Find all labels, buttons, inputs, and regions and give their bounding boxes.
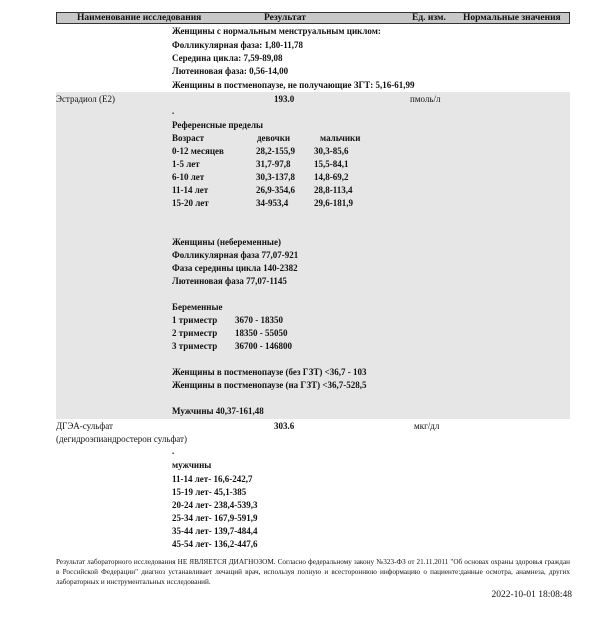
- timestamp: 2022-10-01 18:08:48: [491, 590, 572, 600]
- trimester-range: 18350 - 55050: [235, 328, 288, 338]
- trimester-range: 3670 - 18350: [235, 315, 283, 325]
- boys-cell: 15,5-84,1: [314, 159, 349, 169]
- women-line: Фаза середины цикла 140-2382: [172, 263, 298, 273]
- girls-cell: 28,2-155,9: [256, 146, 295, 156]
- boys-cell: 28,8-113,4: [314, 185, 353, 195]
- test-name: Эстрадиол (E2): [56, 94, 115, 104]
- range-line: 11-14 лет- 16,6-242,7: [172, 474, 253, 484]
- test-unit: мкг/дл: [414, 421, 440, 431]
- postmeno-line: Женщины в постменопаузе (на ГЗТ) <36,7-528,5: [172, 380, 367, 390]
- header-result: Результат: [264, 13, 306, 23]
- women-line: Лютеиновая фаза 77,07-1145: [172, 276, 287, 286]
- table-header: [56, 12, 570, 24]
- boys-cell: 14,8-69,2: [314, 172, 349, 182]
- age-head: Возраст: [172, 133, 205, 143]
- test-name: ДГЭА-сульфат: [56, 421, 113, 431]
- age-cell: 11-14 лет: [172, 185, 209, 195]
- range-line: 35-44 лет- 139,7-484,4: [172, 526, 258, 536]
- men-title: мужчины: [172, 460, 212, 470]
- boys-cell: 29,6-181,9: [314, 198, 353, 208]
- trimester: 2 триместр: [172, 328, 218, 338]
- header-name: Наименование исследования: [77, 13, 202, 23]
- dot: .: [172, 106, 175, 116]
- girls-cell: 31,7-97,8: [256, 159, 291, 169]
- boys-cell: 30,3-85,6: [314, 146, 349, 156]
- women-line: Фолликулярная фаза 77,07-921: [172, 250, 299, 260]
- boys-head: мальчики: [320, 133, 361, 143]
- test-name-full: (дегидроэпиандростерон сульфат): [56, 434, 187, 444]
- girls-cell: 34-953,4: [256, 198, 289, 208]
- age-cell: 15-20 лет: [172, 198, 209, 208]
- ref-line: Женщины с нормальным менструальным циклом:: [172, 26, 381, 36]
- women-line: Женщины (небеременные): [172, 237, 281, 247]
- pregnant-title: Беременные: [172, 302, 223, 312]
- trimester: 1 триместр: [172, 315, 218, 325]
- ref-line: Лютеиновая фаза: 0,56-14,00: [172, 66, 289, 76]
- men-line: Мужчины 40,37-161,48: [172, 406, 264, 416]
- age-cell: 1-5 лет: [172, 159, 200, 169]
- ref-line: Фолликулярная фаза: 1,80-11,78: [172, 40, 304, 50]
- test-result: 303.6: [274, 421, 295, 431]
- disclaimer: Результат лабораторного исследования НЕ ЯВЛЯЕТСЯ ДИАГНОЗОМ. Согласно федеральному закону №323-ФЗ от 21.11.2011 "Об основах охраны здоровья граждан в Российской Федерации" диагноз устанавливает лечащий врач, используя полную и всестороннюю информацию о пациенте:данные осмотра, анамнеза, других лабораторных и инструментальных исследований.: [56, 558, 570, 586]
- trimester: 3 триместр: [172, 341, 218, 351]
- header-ref: Нормальные значения: [463, 13, 561, 23]
- range-line: 45-54 лет- 136,2-447,6: [172, 539, 258, 549]
- test-unit: пмоль/л: [410, 94, 441, 104]
- age-cell: 6-10 лет: [172, 172, 205, 182]
- postmeno-line: Женщины в постменопаузе (без ГЗТ) <36,7 - 103: [172, 367, 367, 377]
- dot: .: [172, 446, 175, 456]
- range-line: 20-24 лет- 238,4-539,3: [172, 500, 258, 510]
- girls-cell: 30,3-137,8: [256, 172, 295, 182]
- girls-cell: 26,9-354,6: [256, 185, 295, 195]
- trimester-range: 36700 - 146800: [235, 341, 292, 351]
- range-line: 25-34 лет- 167,9-591,9: [172, 513, 258, 523]
- ref-line: Середина цикла: 7,59-89,08: [172, 53, 283, 63]
- header-unit: Ед. изм.: [412, 13, 446, 23]
- girls-head: девочки: [257, 133, 291, 143]
- ref-line: Женщины в постменопаузе, не получающие ЗГТ: 5,16-61,99: [172, 80, 415, 90]
- range-line: 15-19 лет- 45,1-385: [172, 487, 247, 497]
- test-result: 193.0: [274, 94, 295, 104]
- age-cell: 0-12 месяцев: [172, 146, 224, 156]
- ref-title: Референсные пределы: [172, 120, 264, 130]
